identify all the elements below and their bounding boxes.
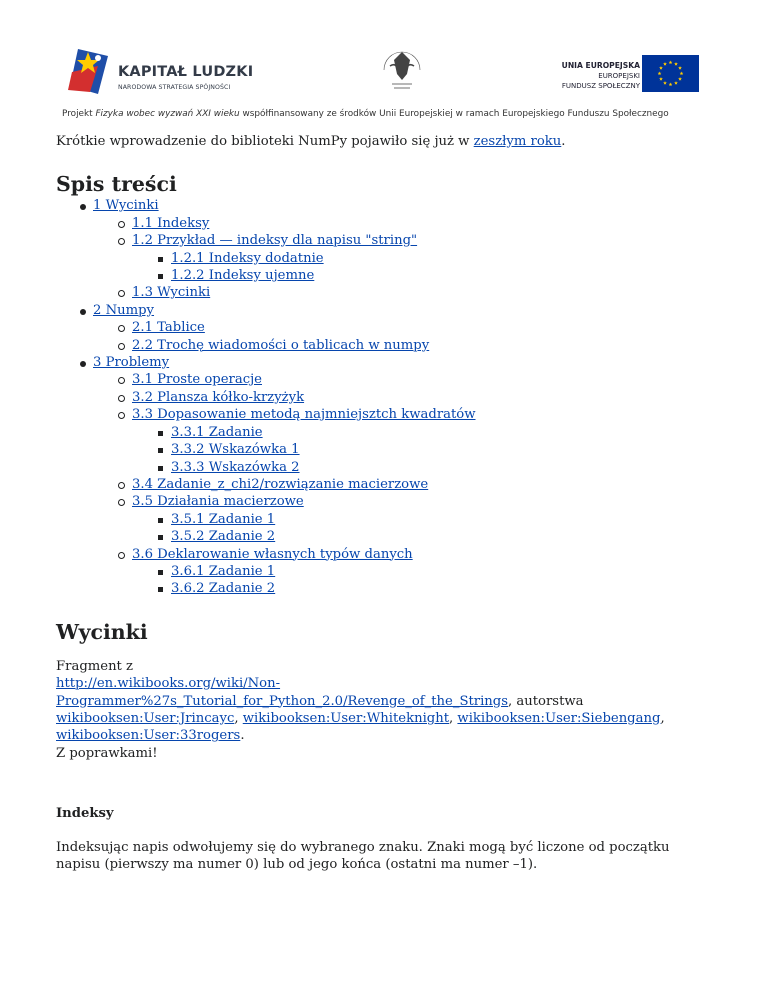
toc-bullet-icon bbox=[118, 482, 125, 489]
toc-link[interactable]: 3.2 Plansza kółko-krzyżyk bbox=[132, 389, 305, 405]
toc-link[interactable]: 3.5.1 Zadanie 1 bbox=[171, 511, 276, 527]
toc-item bbox=[56, 284, 716, 301]
eu-line-3: FUNDUSZ SPOŁECZNY bbox=[561, 82, 640, 90]
toc-bullet-icon bbox=[118, 395, 125, 402]
toc-bullet-icon bbox=[158, 274, 163, 279]
toc-link[interactable]: 3.3 Dopasowanie metodą najmniejsztch kwadratów bbox=[132, 407, 476, 423]
toc-bullet-icon bbox=[158, 466, 163, 471]
note-text: Z poprawkami! bbox=[56, 745, 158, 761]
source-link-part-2: Programmer%27s_Tutorial_for_Python_2.0/Revenge_of_the_Strings bbox=[56, 693, 509, 709]
article-content bbox=[56, 133, 716, 873]
toc-bullet-icon bbox=[118, 499, 125, 506]
toc-link[interactable]: 3.6 Deklarowanie własnych typów danych bbox=[132, 546, 413, 562]
toc-link[interactable]: 3.5 Działania macierzowe bbox=[132, 494, 304, 510]
toc-item bbox=[56, 563, 716, 580]
source-link-part-1: http://en.wikibooks.org/wiki/Non- bbox=[56, 676, 281, 692]
toc-bullet-icon bbox=[158, 431, 163, 436]
toc-item bbox=[56, 459, 716, 476]
toc-bullet-icon bbox=[158, 257, 163, 262]
author-sep-1: , bbox=[234, 710, 243, 726]
toc-bullet-icon bbox=[118, 552, 125, 559]
toc-link[interactable]: 2.2 Trochę wiadomości o tablicach w numpy bbox=[132, 337, 430, 353]
toc-item bbox=[56, 493, 716, 510]
toc-item bbox=[56, 528, 716, 545]
toc-bullet-icon bbox=[158, 448, 163, 453]
toc-item bbox=[56, 337, 716, 354]
toc-bullet-icon bbox=[158, 535, 163, 540]
authors-end: . bbox=[240, 728, 245, 744]
toc-item bbox=[56, 232, 716, 249]
toc-bullet-icon bbox=[158, 587, 163, 592]
toc-bullet-icon bbox=[158, 570, 163, 575]
project-prefix: Projekt bbox=[62, 109, 96, 119]
toc-item bbox=[56, 354, 716, 371]
toc-item bbox=[56, 424, 716, 441]
toc-link[interactable]: 1.2.1 Indeksy dodatnie bbox=[171, 250, 324, 266]
toc-item bbox=[56, 371, 716, 388]
sponsor-banner bbox=[0, 0, 768, 130]
eu-label bbox=[540, 60, 640, 91]
kapital-ludzki-title: KAPITAŁ LUDZKI bbox=[118, 64, 254, 80]
toc-bullet-icon bbox=[80, 309, 86, 315]
toc-bullet-icon bbox=[158, 518, 163, 523]
toc-link[interactable]: 2 Numpy bbox=[93, 302, 155, 318]
toc-link[interactable]: 1.3 Wycinki bbox=[132, 285, 211, 301]
toc-link[interactable]: 1.2.2 Indeksy ujemne bbox=[171, 268, 315, 284]
toc-bullet-icon bbox=[118, 325, 125, 332]
authors-prefix: , autorstwa bbox=[508, 693, 584, 709]
toc-item bbox=[56, 406, 716, 423]
toc-item bbox=[56, 476, 716, 493]
toc-link[interactable]: 1.1 Indeksy bbox=[132, 215, 210, 231]
toc-link[interactable]: 3 Problemy bbox=[93, 355, 170, 371]
toc-link[interactable]: 3.1 Proste operacje bbox=[132, 372, 262, 388]
author-link-4[interactable]: wikibooksen:User:33rogers bbox=[56, 728, 241, 744]
intro-paragraph bbox=[56, 133, 716, 150]
project-suffix: współfinansowany ze środków Unii Europejskiej w ramach Europejskiego Funduszu Społecznego bbox=[239, 109, 669, 119]
toc-item bbox=[56, 319, 716, 336]
toc-item bbox=[56, 441, 716, 458]
project-funding-line bbox=[62, 109, 722, 119]
eu-line-1: UNIA EUROPEJSKA bbox=[561, 61, 640, 70]
toc-link[interactable]: 2.1 Tablice bbox=[132, 320, 205, 336]
toc-item bbox=[56, 389, 716, 406]
toc-item bbox=[56, 197, 716, 214]
toc-link[interactable]: 3.4 Zadanie_z_chi2/rozwiązanie macierzowe bbox=[132, 476, 429, 492]
toc-link[interactable]: 3.3.2 Wskazówka 1 bbox=[171, 442, 300, 458]
author-link-2[interactable]: wikibooksen:User:Whiteknight bbox=[242, 710, 450, 726]
toc-link[interactable]: 1.2 Przykład — indeksy dla napisu "string" bbox=[132, 233, 418, 249]
indeksy-paragraph: Indeksując napis odwołujemy się do wybranego znaku. Znaki mogą być liczone od początku napisu (pierwszy ma numer 0) lub od jego końca (ostatni ma numer –1). bbox=[56, 839, 670, 872]
toc-heading: Spis treści bbox=[56, 172, 177, 197]
intro-text: Krótkie wprowadzenie do biblioteki NumPy pojawiło się już w bbox=[56, 134, 474, 149]
toc-item bbox=[56, 267, 716, 284]
fragment-prefix: Fragment z bbox=[56, 658, 134, 674]
author-link-1[interactable]: wikibooksen:User:Jrincayc bbox=[56, 710, 235, 726]
toc-link[interactable]: 3.6.1 Zadanie 1 bbox=[171, 563, 276, 579]
toc-item bbox=[56, 250, 716, 267]
university-seal-icon bbox=[376, 44, 428, 102]
intro-link[interactable]: zeszłym roku bbox=[473, 134, 562, 149]
author-link-3[interactable]: wikibooksen:User:Siebengang bbox=[457, 710, 661, 726]
toc-bullet-icon bbox=[118, 238, 125, 245]
toc-bullet-icon bbox=[80, 204, 86, 210]
source-link[interactable] bbox=[56, 676, 508, 708]
toc-item bbox=[56, 302, 716, 319]
eu-flag-icon bbox=[642, 55, 699, 92]
toc-item bbox=[56, 215, 716, 232]
table-of-contents bbox=[56, 197, 716, 597]
toc-bullet-icon bbox=[118, 343, 125, 350]
toc-link[interactable]: 3.5.2 Zadanie 2 bbox=[171, 529, 276, 545]
toc-bullet-icon bbox=[118, 412, 125, 419]
project-title: Fizyka wobec wyzwań XXI wieku bbox=[95, 109, 240, 119]
toc-link[interactable]: 3.3.1 Zadanie bbox=[171, 424, 263, 440]
intro-tail: . bbox=[561, 134, 566, 149]
author-sep-2: , bbox=[449, 710, 458, 726]
toc-item bbox=[56, 580, 716, 597]
toc-link[interactable]: 3.6.2 Zadanie 2 bbox=[171, 581, 276, 597]
toc-bullet-icon bbox=[118, 377, 125, 384]
subsection-heading-indeksy: Indeksy bbox=[56, 806, 114, 822]
kapital-ludzki-subtitle: NARODOWA STRATEGIA SPÓJNOŚCI bbox=[118, 84, 231, 91]
fragment-paragraph bbox=[56, 658, 716, 762]
toc-bullet-icon bbox=[118, 221, 125, 228]
author-sep-3: , bbox=[660, 710, 665, 726]
toc-link[interactable]: 3.3.3 Wskazówka 2 bbox=[171, 459, 300, 475]
section-heading-wycinki: Wycinki bbox=[56, 619, 148, 644]
toc-link[interactable]: 1 Wycinki bbox=[93, 198, 159, 214]
toc-bullet-icon bbox=[118, 290, 125, 297]
toc-item bbox=[56, 546, 716, 563]
toc-bullet-icon bbox=[80, 361, 86, 367]
eu-line-2: EUROPEJSKI bbox=[598, 72, 640, 80]
toc-item bbox=[56, 511, 716, 528]
